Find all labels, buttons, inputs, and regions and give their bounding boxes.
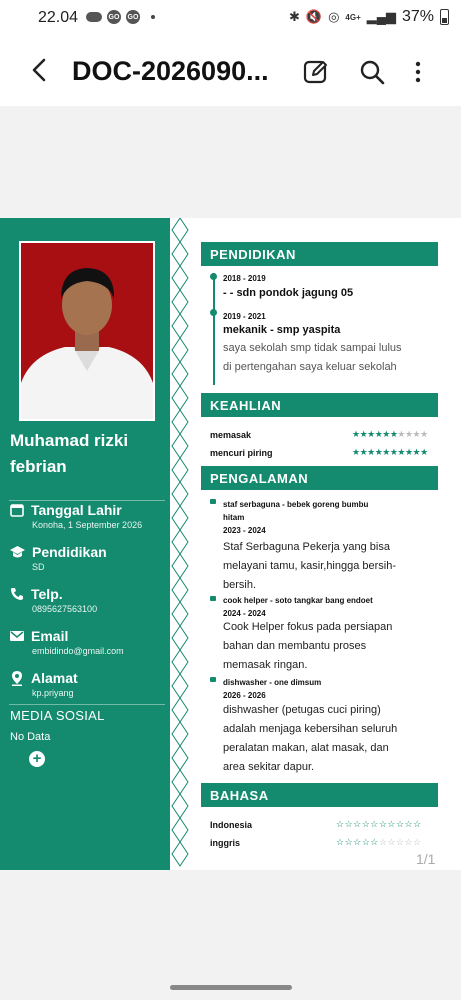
experience-years: 2023 - 2024 [223, 526, 266, 535]
profile-photo [19, 241, 155, 421]
section-header-language: BAHASA [201, 783, 438, 807]
cloud-icon [86, 12, 102, 22]
experience-description: Cook Helper fokus pada persiapan bahan dan membantu proses memasak ringan. [223, 621, 393, 671]
section-header-education: PENDIDIKAN [201, 242, 438, 266]
edit-icon[interactable] [302, 58, 330, 86]
language-rating: ☆☆☆☆☆☆☆☆☆☆ [336, 837, 422, 847]
info-address: Alamat kp.priyang [10, 670, 170, 698]
network-type: 4G+ [345, 12, 361, 22]
language-rating: ☆☆☆☆☆☆☆☆☆☆ [336, 819, 422, 829]
info-education: Pendidikan SD [10, 544, 170, 572]
status-right [289, 8, 449, 26]
education-timeline [213, 273, 215, 385]
bullet-icon [210, 596, 216, 601]
page-number: 1/1 [416, 851, 436, 867]
language-name: inggris [210, 838, 241, 848]
status-bar [0, 0, 461, 36]
status-notification-icons [86, 10, 155, 24]
gojek-icon: GO [107, 10, 121, 24]
more-options-icon[interactable] [408, 58, 428, 86]
full-name: Muhamad rizki febrian [10, 431, 129, 476]
mail-icon [10, 630, 24, 642]
experience-title: staf serbaguna - bebek goreng bumbu [223, 500, 369, 509]
battery-icon [440, 9, 449, 25]
social-media-value: No Data [10, 731, 51, 743]
back-arrow-icon[interactable] [24, 54, 56, 86]
divider [9, 704, 165, 705]
timeline-dot [210, 309, 217, 316]
skill-name: memasak [210, 430, 252, 440]
experience-description: dishwasher (petugas cuci piring) adalah menjaga kebersihan seluruh peralatan makan, alat masak, dan area sekitar dapur. [223, 704, 398, 773]
education-school: mekanik - smp yaspita [223, 324, 341, 336]
experience-years: 2026 - 2026 [223, 691, 266, 700]
skill-name: mencuri piring [210, 448, 273, 458]
bullet-icon [210, 499, 216, 504]
timeline-dot [210, 273, 217, 280]
education-years: 2018 - 2019 [223, 274, 266, 283]
diamond-decoration [171, 218, 189, 870]
experience-title: dishwasher - one dimsum [223, 678, 322, 687]
language-name: Indonesia [210, 820, 253, 830]
info-birthdate: Tanggal Lahir Konoha, 1 September 2026 [10, 502, 170, 530]
more-notifications-dot-icon [151, 15, 155, 19]
education-years: 2019 - 2021 [223, 312, 266, 321]
graduation-cap-icon [10, 545, 25, 559]
home-indicator[interactable] [170, 985, 292, 990]
social-media-title: MEDIA SOSIAL [10, 708, 105, 723]
experience-title: hitam [223, 513, 245, 522]
calendar-icon [10, 503, 24, 517]
skill-rating: ★★★★★★★★★★ [352, 447, 428, 457]
mute-icon: 🔇 [305, 9, 323, 24]
document-page[interactable] [0, 218, 461, 870]
bullet-icon [210, 677, 216, 682]
status-time: 22.04 [38, 9, 79, 26]
search-icon[interactable] [358, 58, 386, 86]
app-bar [0, 36, 461, 106]
bluetooth-icon: ✱ [288, 9, 300, 24]
signal-icon: ▂▄▆ [366, 9, 396, 24]
resume-sidebar [0, 218, 170, 870]
add-social-media-button[interactable]: + [29, 751, 45, 767]
education-school: - - sdn pondok jagung 05 [223, 287, 354, 299]
skill-rating: ★★★★★★★★★★ [352, 429, 428, 439]
experience-years: 2024 - 2024 [223, 609, 266, 618]
education-description: saya sekolah smp tidak sampai lulus di pertengahan saya keluar sekolah [223, 342, 402, 373]
experience-description: Staf Serbaguna Pekerja yang bisa melayani tamu, kasir,hingga bersih- bersih. [223, 541, 397, 591]
experience-title: cook helper - soto tangkar bang endoet [223, 596, 373, 605]
hotspot-icon: ◎ [328, 9, 340, 24]
battery-percent: 37% [401, 8, 434, 25]
divider [9, 500, 165, 501]
document-title: DOC-2026090... [72, 56, 269, 86]
phone-icon [10, 587, 24, 601]
location-pin-icon [10, 671, 24, 686]
info-email: Email embidindo@gmail.com [10, 628, 170, 656]
section-header-experience: PENGALAMAN [201, 466, 438, 490]
info-phone: Telp. 0895627563100 [10, 586, 170, 614]
section-header-skills: KEAHLIAN [201, 393, 438, 417]
gojek-icon-2: GO [126, 10, 140, 24]
